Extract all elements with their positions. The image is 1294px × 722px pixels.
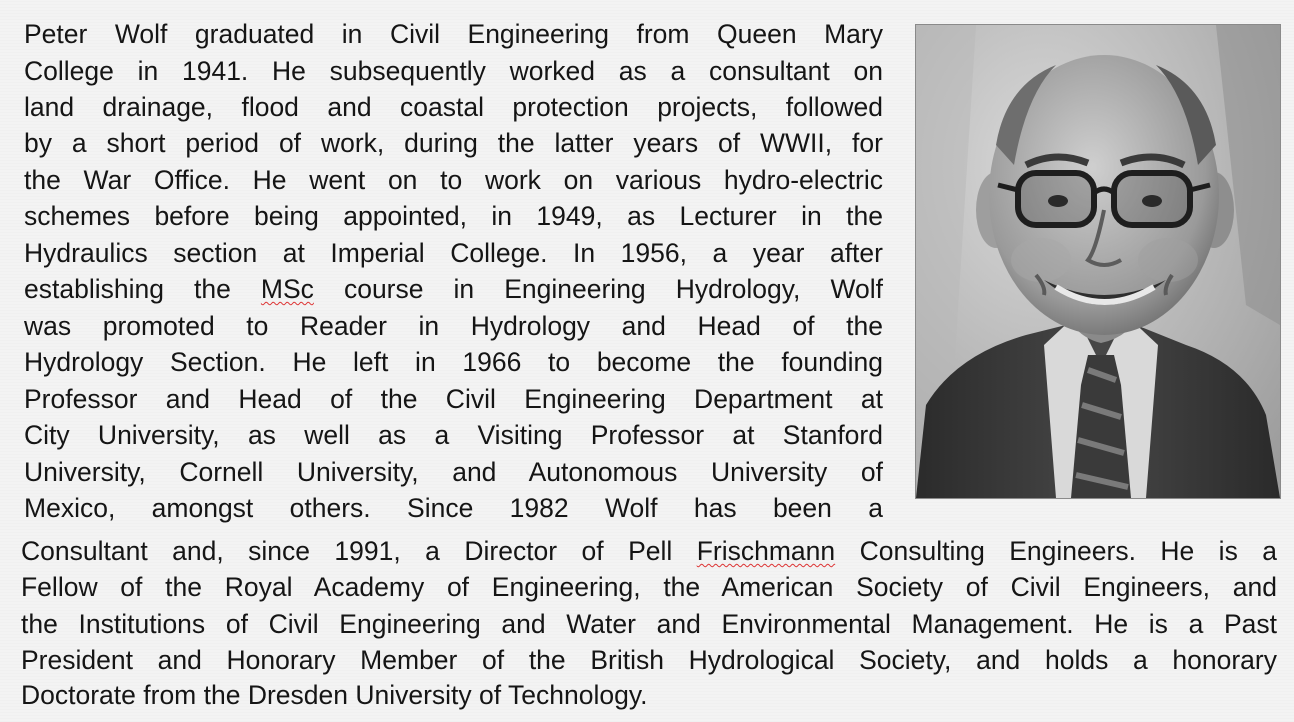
bio-line-2: College in 1941. He subsequently worked as a consultant on (24, 56, 883, 86)
bio-line-13: University, Cornell University, and Autonomous University of (24, 457, 883, 487)
bio-line-6: schemes before being appointed, in 1949, as Lecturer in the (24, 201, 883, 231)
bio-line-16: Fellow of the Royal Academy of Engineering, the American Society of Civil Engineers, and (21, 572, 1277, 602)
spellcheck-flag-msc: MSc (260, 274, 314, 304)
bio-line-8-text: establishing the MSc course in Engineering Hydrology, Wolf (24, 274, 883, 304)
bio-line-9: was promoted to Reader in Hydrology and Head of the (24, 311, 883, 341)
bio-line-17: the Institutions of Civil Engineering and Water and Environmental Management. He is a Past (21, 609, 1277, 639)
bio-line-15 (21, 533, 1277, 569)
portrait-icon (916, 25, 1280, 498)
bio-line-19: Doctorate from the Dresden University of Technology. (21, 680, 648, 710)
bio-line-14: Mexico, amongst others. Since 1982 Wolf has been a (24, 493, 883, 523)
bio-line-8 (24, 271, 883, 307)
portrait-photo (915, 24, 1281, 499)
bio-line-12: City University, as well as a Visiting Professor at Stanford (24, 420, 883, 450)
bio-line-3: land drainage, flood and coastal protection projects, followed (24, 92, 883, 122)
bio-line-10: Hydrology Section. He left in 1966 to become the founding (24, 347, 883, 377)
bio-line-18: President and Honorary Member of the British Hydrological Society, and holds a honorary (21, 645, 1277, 675)
bio-line-5: the War Office. He went on to work on various hydro-electric (24, 165, 883, 195)
bio-line-15-text: Consultant and, since 1991, a Director of Pell Frischmann Consulting Engineers. He is a (21, 536, 1277, 566)
bio-line-11: Professor and Head of the Civil Engineering Department at (24, 384, 883, 414)
bio-line-1: Peter Wolf graduated in Civil Engineering from Queen Mary (24, 19, 883, 49)
bio-line-4: by a short period of work, during the latter years of WWII, for (24, 128, 883, 158)
spellcheck-flag-frischmann: Frischmann (696, 536, 836, 566)
bio-line-7: Hydraulics section at Imperial College. In 1956, a year after (24, 238, 883, 268)
